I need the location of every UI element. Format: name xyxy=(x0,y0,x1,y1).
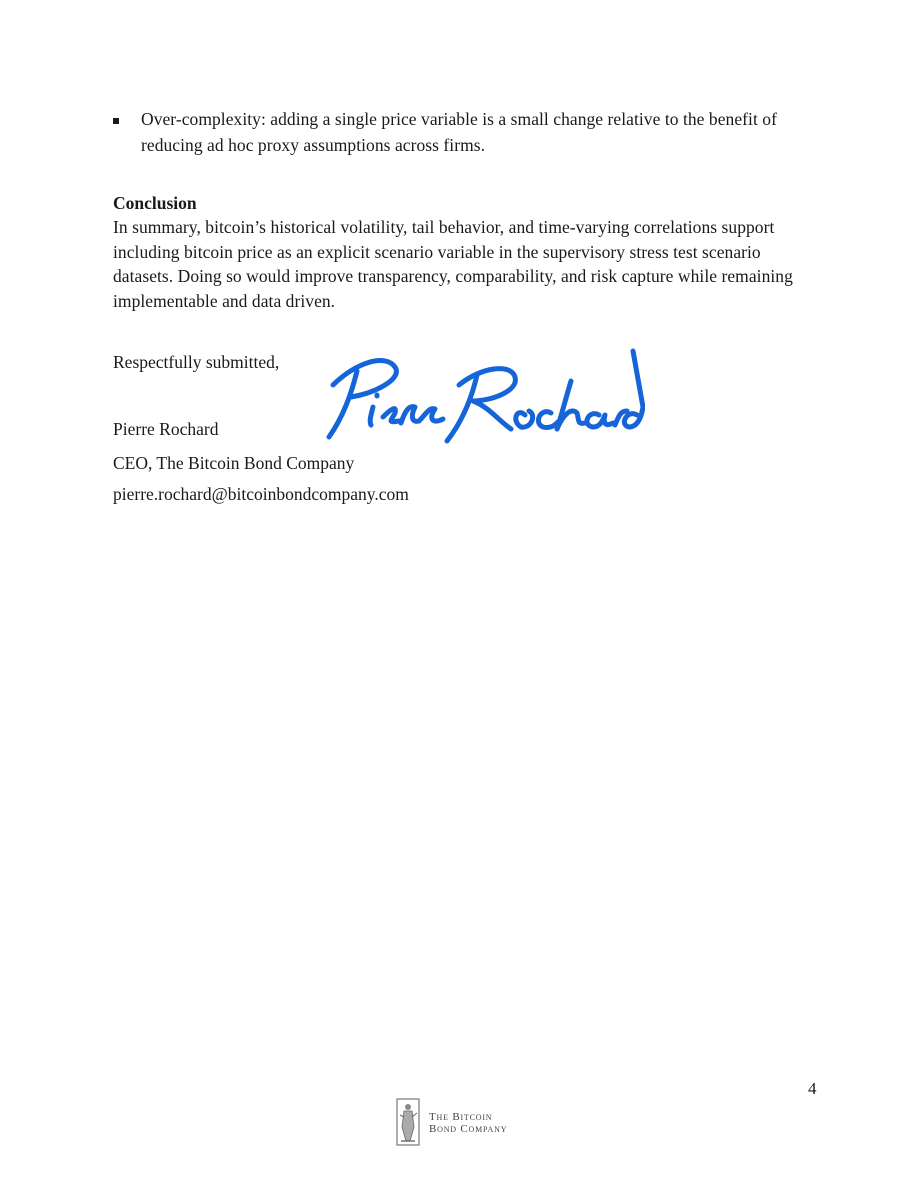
handwritten-signature xyxy=(315,345,645,450)
company-logo xyxy=(395,1097,545,1152)
signature-strokes xyxy=(329,351,643,441)
signer-name: Pierre Rochard xyxy=(113,419,219,439)
signer-email: pierre.rochard@bitcoinbondcompany.com xyxy=(113,484,409,504)
bullet-list-item xyxy=(113,107,793,158)
conclusion-heading: Conclusion xyxy=(113,193,197,213)
bullet-text: Over-complexity: adding a single price variable is a small change relative to the benefit of reducing ad hoc proxy assumptions across firms. xyxy=(141,109,777,155)
closing-salutation: Respectfully submitted, xyxy=(113,352,280,372)
conclusion-paragraph: In summary, bitcoin’s historical volatility, tail behavior, and time-varying correlations support including bitcoin price as an explicit scenario variable in the supervisory stress test scenario datasets. Doing so would improve transparency, comparability, and risk capture while remaining implementable and data driven. xyxy=(113,217,793,312)
page-number: 4 xyxy=(808,1079,817,1098)
statue-emblem-icon xyxy=(395,1097,421,1147)
signer-title: CEO, The Bitcoin Bond Company xyxy=(113,453,355,473)
logo-line-1: The Bitcoin xyxy=(429,1111,493,1123)
bullet-square-icon xyxy=(113,118,119,124)
logo-wordmark xyxy=(429,1111,507,1135)
logo-line-2: Bond Company xyxy=(429,1123,508,1135)
